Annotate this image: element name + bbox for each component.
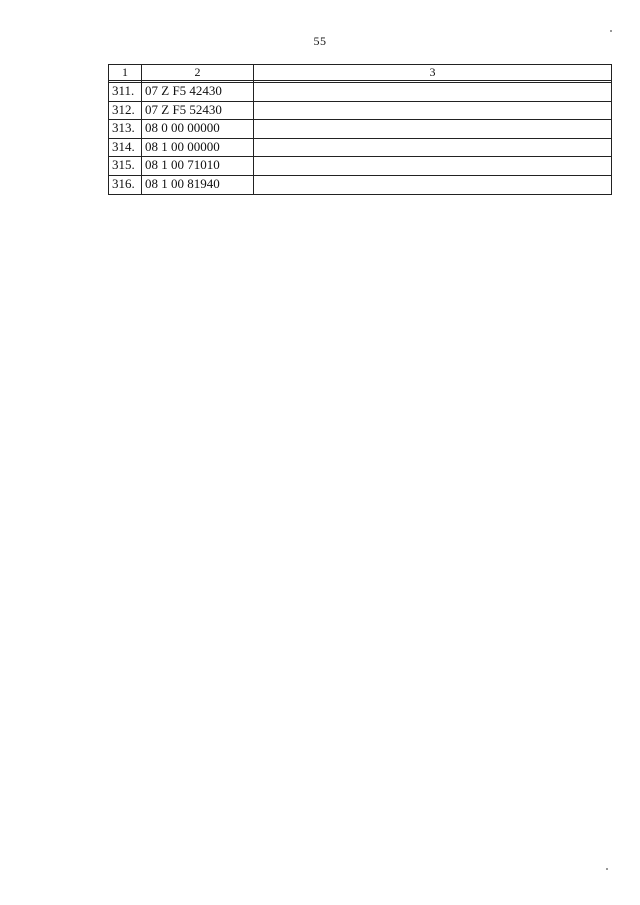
- row-description: [254, 101, 612, 120]
- row-code: 08 0 00 00000: [142, 120, 254, 139]
- scan-speck: [610, 30, 612, 32]
- table-row: [109, 120, 612, 139]
- table-row: [109, 83, 612, 102]
- table-row: [109, 157, 612, 176]
- row-description: [254, 120, 612, 139]
- row-code: 07 Z F5 42430: [142, 83, 254, 102]
- row-description: [254, 157, 612, 176]
- row-number: 315.: [109, 157, 142, 176]
- row-number: 316.: [109, 175, 142, 194]
- table-header-row: [109, 65, 612, 81]
- row-number: 314.: [109, 138, 142, 157]
- row-code: 08 1 00 71010: [142, 157, 254, 176]
- row-description: [254, 83, 612, 102]
- column-header-number: 1: [109, 65, 142, 81]
- row-number: 312.: [109, 101, 142, 120]
- row-number: 313.: [109, 120, 142, 139]
- page-number: 55: [313, 34, 327, 48]
- column-header-description: 3: [254, 65, 612, 81]
- scan-speck: [606, 868, 608, 870]
- row-code: 07 Z F5 52430: [142, 101, 254, 120]
- row-code: 08 1 00 81940: [142, 175, 254, 194]
- row-code: 08 1 00 00000: [142, 138, 254, 157]
- row-description: [254, 175, 612, 194]
- table-row: [109, 138, 612, 157]
- budget-classification-table: [108, 64, 612, 195]
- table-row: [109, 175, 612, 194]
- row-number: 311.: [109, 83, 142, 102]
- column-header-code: 2: [142, 65, 254, 81]
- table-row: [109, 101, 612, 120]
- row-description: [254, 138, 612, 157]
